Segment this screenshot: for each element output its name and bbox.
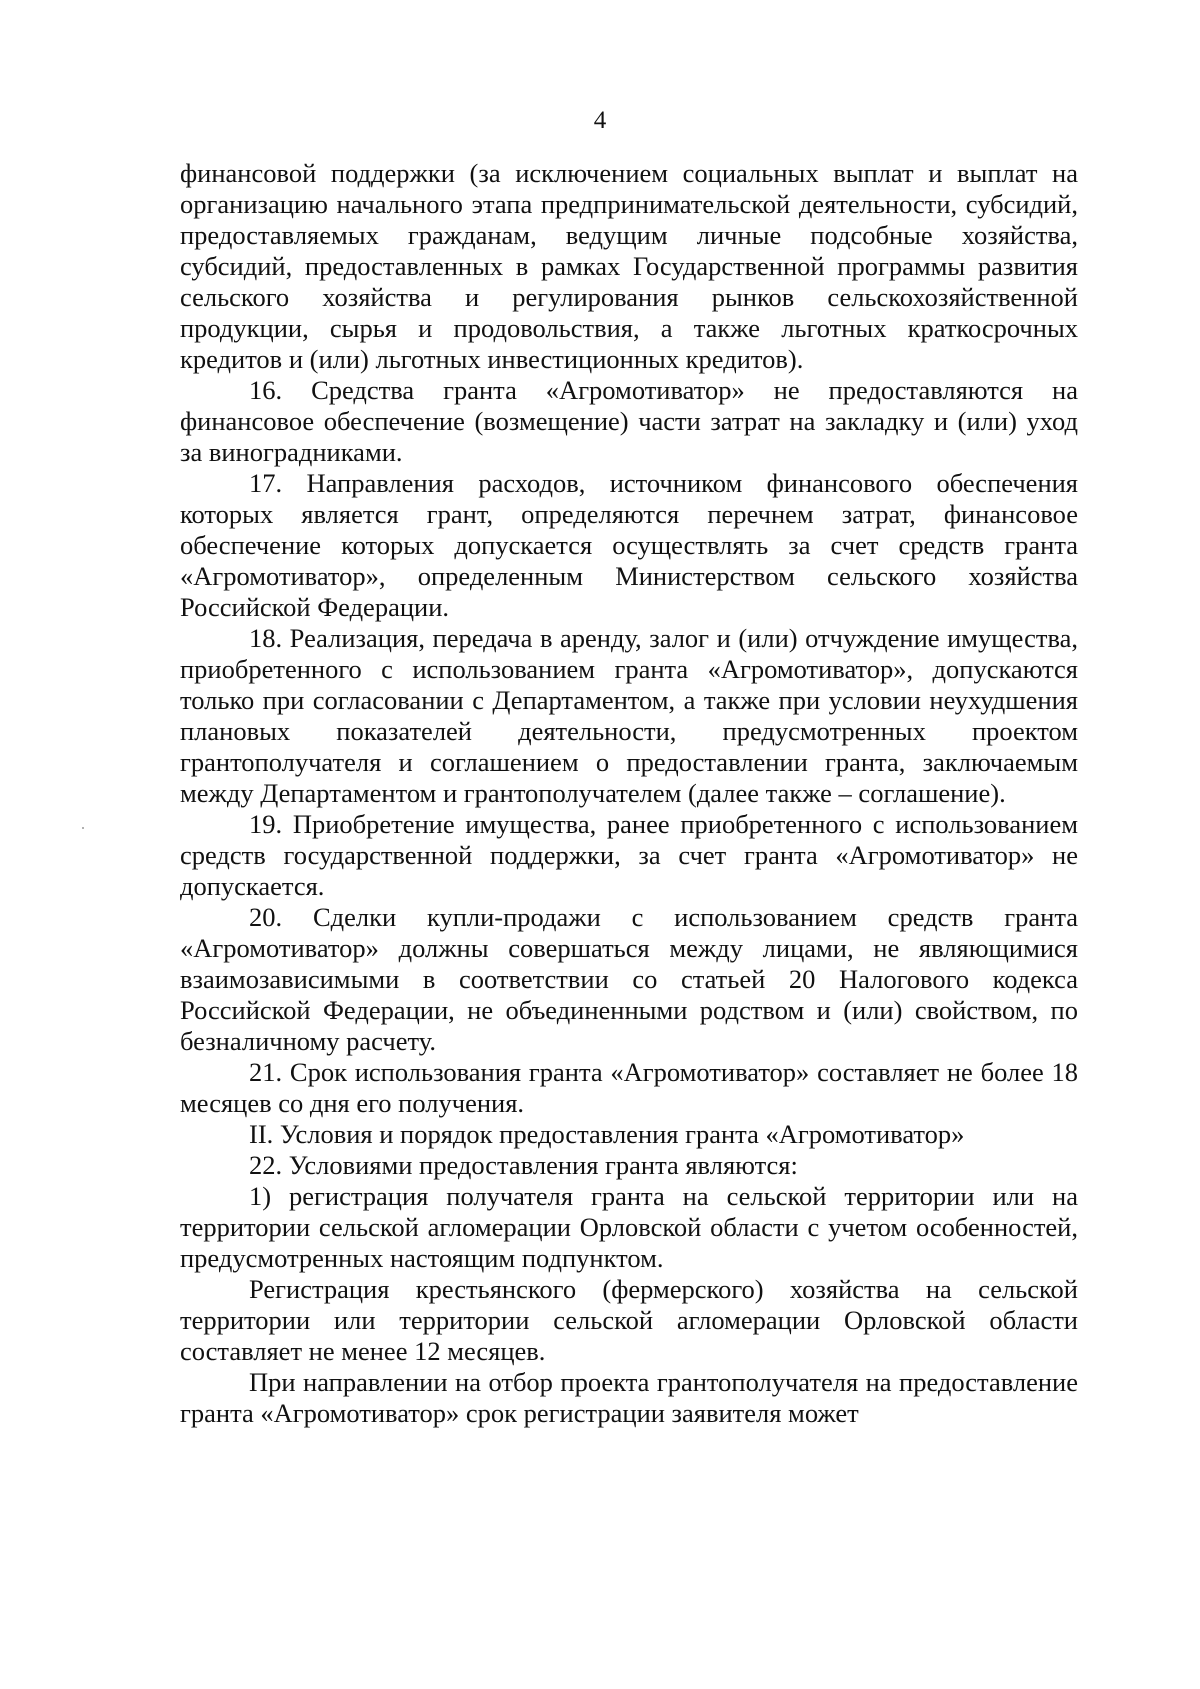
paragraph-22: 22. Условиями предоставления гранта являются: xyxy=(249,1150,798,1180)
paragraph-21: 21. Срок использования гранта «Агромотиватор» составляет не более 18 месяцев со дня его получения. xyxy=(180,1057,1078,1118)
paragraph-continuation: финансовой поддержки (за исключением социальных выплат и выплат на организацию начального этапа предпринимательской деятельности, субсидий, предоставляемых гражданам, ведущим личные подсобные хозяйства, субсидий, предоставленных в рамках Государственной программы развития сельского хозяйства и регулирования рынков сельскохозяйственной продукции, сырья и продовольствия, а также льготных краткосрочных кредитов и (или) льготных инвестиционных кредитов). xyxy=(180,158,1078,374)
page-number: 4 xyxy=(593,107,607,134)
paragraph-project-selection: При направлении на отбор проекта грантополучателя на предоставление гранта «Агромотиватор» срок регистрации заявителя может xyxy=(180,1367,1078,1428)
paragraph-17: 17. Направления расходов, источником финансового обеспечения которых является грант, определяются перечнем затрат, финансовое обеспечение которых допускается осуществлять за счет средств гранта «Агромотиватор», определенным Министерством сельского хозяйства Российской Федерации. xyxy=(180,468,1078,622)
scan-speck xyxy=(82,827,84,829)
paragraph-19: 19. Приобретение имущества, ранее приобретенного с использованием средств государственной поддержки, за счет гранта «Агромотиватор» не допускается. xyxy=(180,809,1078,901)
paragraph-16: 16. Средства гранта «Агромотиватор» не предоставляются на финансовое обеспечение (возмещение) части затрат на закладку и (или) уход за виноградниками. xyxy=(180,375,1078,467)
paragraph-registration: Регистрация крестьянского (фермерского) хозяйства на сельской территории или территории сельской агломерации Орловской области составляет не менее 12 месяцев. xyxy=(180,1274,1078,1366)
paragraph-22-item-1: 1) регистрация получателя гранта на сельской территории или на территории сельской агломерации Орловской области с учетом особенностей, предусмотренных настоящим подпунктом. xyxy=(180,1181,1078,1273)
paragraph-20: 20. Сделки купли-продажи с использованием средств гранта «Агромотиватор» должны совершаться между лицами, не являющимися взаимозависимыми в соответствии со статьей 20 Налогового кодекса Российской Федерации, не объединенными родством и (или) свойством, по безналичному расчету. xyxy=(180,902,1078,1056)
document-body xyxy=(180,158,1078,1429)
paragraph-18: 18. Реализация, передача в аренду, залог и (или) отчуждение имущества, приобретенного с использованием гранта «Агромотиватор», допускаются только при согласовании с Департаментом, а также при условии неухудшения плановых показателей деятельности, предусмотренных проектом грантополучателя и соглашением о предоставлении гранта, заключаемым между Департаментом и грантополучателем (далее также – соглашение). xyxy=(180,623,1078,808)
section-heading: II. Условия и порядок предоставления гранта «Агромотиватор» xyxy=(249,1119,965,1149)
